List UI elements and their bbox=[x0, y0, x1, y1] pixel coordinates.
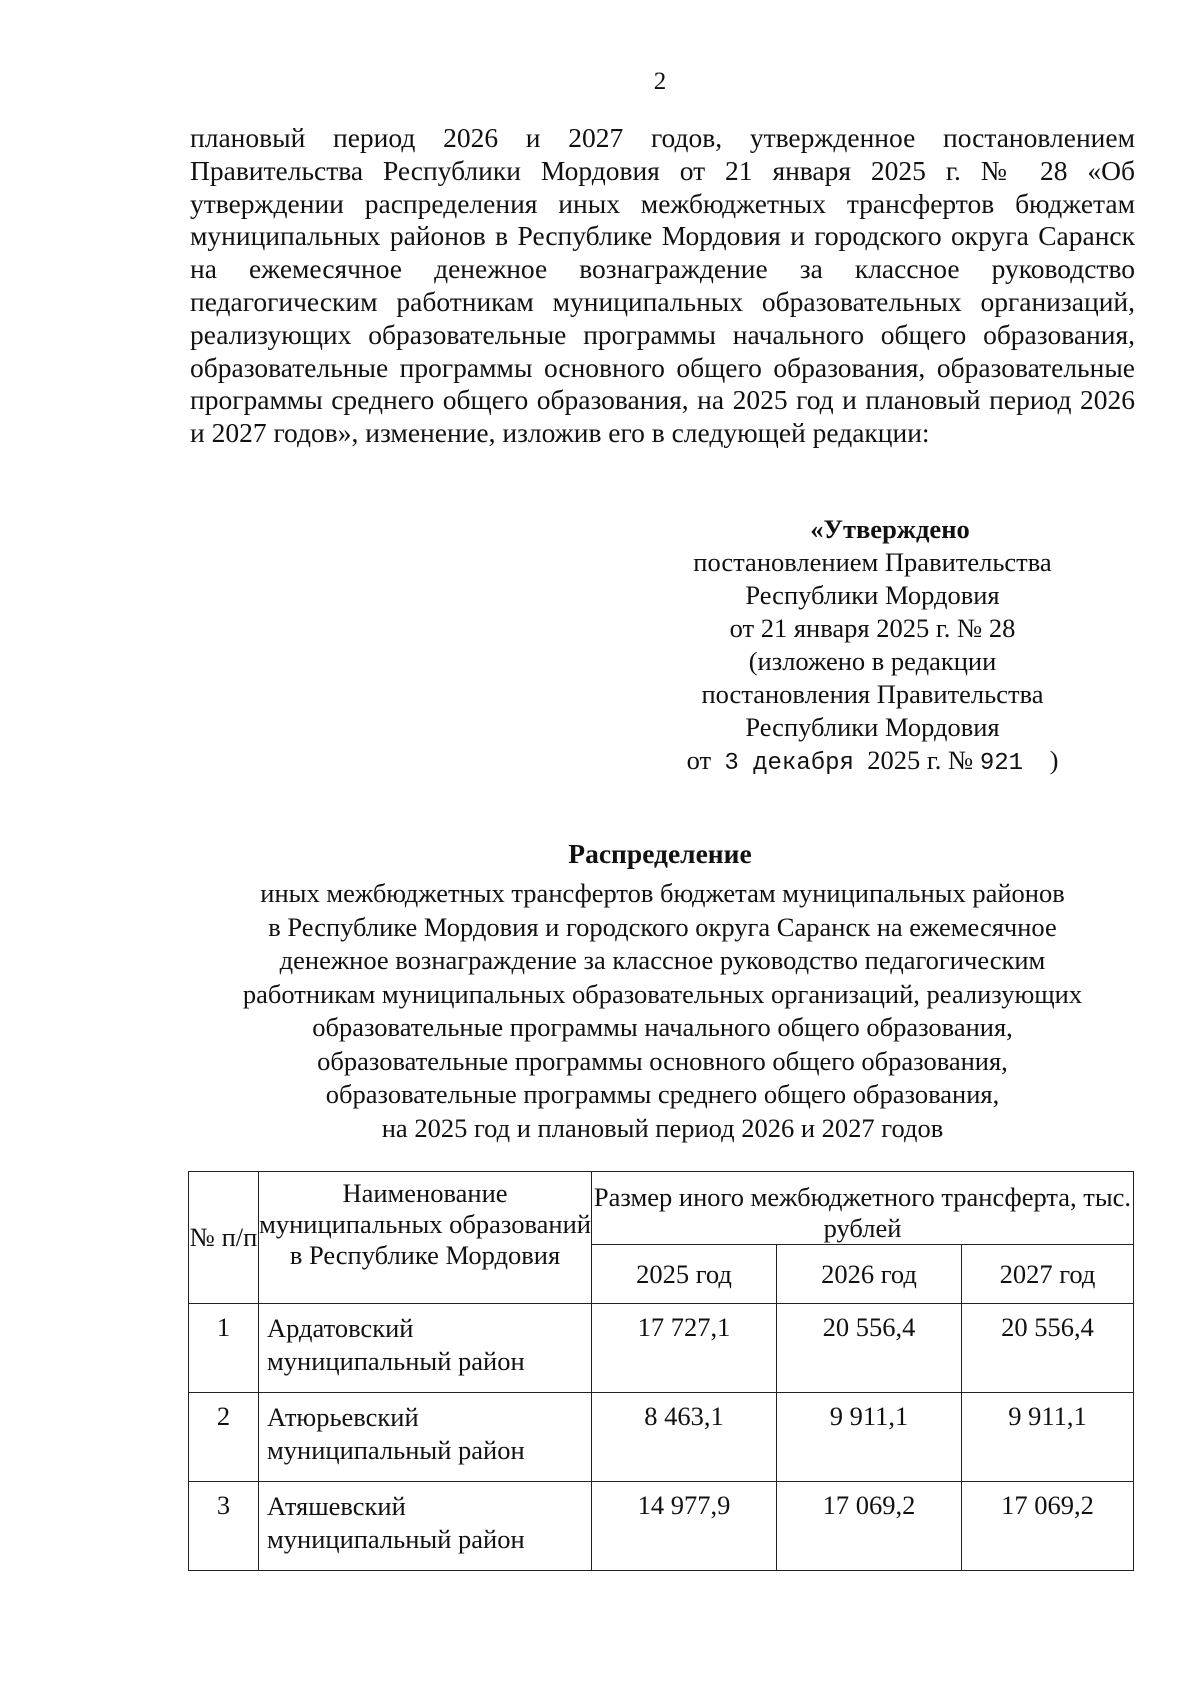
row-value-2025: 8 463,1 bbox=[592, 1393, 777, 1482]
approval-line: Республики Мордовия bbox=[745, 712, 1000, 742]
sign-prefix: от bbox=[686, 745, 712, 775]
approval-heading: «Утверждено bbox=[810, 514, 970, 544]
intro-paragraph bbox=[190, 122, 1135, 450]
subtitle-line: в Республике Мордовия и городского округа Саранск на ежемесячное bbox=[268, 911, 1057, 942]
intro-line: плановый период 2026 и 2027 годов», изменение, изложив его в следующей bbox=[190, 384, 1135, 449]
transfer-size-header: Размер иного межбюджетного трансферта, тыс. рублей bbox=[592, 1172, 1134, 1245]
intro-line: бюджетам муниципальных районов в Республике Мордовия и городского bbox=[190, 187, 1135, 252]
row-name: Атяшевский муниципальный район bbox=[259, 1482, 592, 1571]
approval-sign-line bbox=[630, 744, 1115, 780]
distribution-title: Распределение bbox=[568, 838, 752, 869]
col-num-header: № п/п bbox=[189, 1172, 259, 1304]
sign-number: 921 bbox=[979, 750, 1024, 777]
intro-line: образовательные программы среднего общего образования, на 2025 год и bbox=[190, 351, 1135, 416]
approval-line: постановлением Правительства bbox=[693, 547, 1052, 577]
row-num: 1 bbox=[189, 1304, 259, 1393]
intro-line: организаций, реализующих образовательные программы начального общего bbox=[190, 285, 1135, 350]
row-value-2027: 17 069,2 bbox=[962, 1482, 1134, 1571]
row-name: Ардатовский муниципальный район bbox=[259, 1304, 592, 1393]
intro-line: плановый период 2026 и 2027 годов, утвержденное постановлением bbox=[190, 122, 1135, 153]
row-value-2026: 9 911,1 bbox=[777, 1393, 962, 1482]
row-name: Атюрьевский муниципальный район bbox=[259, 1393, 592, 1482]
subtitle-line: образовательные программы среднего общего образования, bbox=[325, 1079, 1000, 1109]
table-row bbox=[189, 1304, 1134, 1393]
intro-line: редакции: bbox=[812, 417, 930, 449]
sign-year: 2025 г. № bbox=[867, 745, 974, 775]
year-2027-header: 2027 год bbox=[962, 1245, 1134, 1304]
table-row bbox=[189, 1482, 1134, 1571]
row-value-2025: 14 977,9 bbox=[592, 1482, 777, 1571]
subtitle-line: на 2025 год и плановый период 2026 и 2027 годов bbox=[381, 1112, 944, 1143]
col-name-header: Наименование муниципальных образований в Республике Мордовия bbox=[259, 1172, 592, 1304]
approval-line: (изложено в редакции bbox=[748, 646, 997, 676]
subtitle-line: образовательные программы начального общего образования, bbox=[312, 1012, 1013, 1042]
intro-line: «Об утверждении распределения иных межбюджетных трансфертов bbox=[190, 154, 1135, 219]
subtitle-line: денежное вознаграждение за классное руководство педагогическим bbox=[279, 945, 1046, 975]
row-value-2026: 20 556,4 bbox=[777, 1304, 962, 1393]
subtitle-line: работникам муниципальных образовательных организаций, реализующих bbox=[242, 978, 1083, 1009]
row-num: 2 bbox=[189, 1393, 259, 1482]
approval-line: от 21 января 2025 г. № 28 bbox=[729, 613, 1016, 643]
row-num: 3 bbox=[189, 1482, 259, 1571]
sign-close: ) bbox=[1049, 745, 1059, 775]
year-2026-header: 2026 год bbox=[777, 1245, 962, 1304]
sign-date: 3 декабря bbox=[724, 750, 854, 777]
intro-line: округа Саранск на ежемесячное денежное вознаграждение за классное bbox=[190, 220, 1135, 285]
intro-line: руководство педагогическим работникам муниципальных образовательных bbox=[190, 253, 1135, 317]
row-value-2026: 17 069,2 bbox=[777, 1482, 962, 1571]
row-value-2027: 20 556,4 bbox=[962, 1304, 1134, 1393]
row-value-2027: 9 911,1 bbox=[962, 1393, 1134, 1482]
allocation-table bbox=[188, 1171, 1134, 1571]
approval-block bbox=[630, 513, 1115, 780]
intro-line: Правительства Республики Мордовия от 21 января 2025 г. № 28 bbox=[190, 154, 1068, 186]
row-value-2025: 17 727,1 bbox=[592, 1304, 777, 1393]
subtitle-line: иных межбюджетных трансфертов бюджетам муниципальных районов bbox=[260, 878, 1065, 908]
distribution-subtitle bbox=[190, 877, 1135, 1145]
table-row bbox=[189, 1393, 1134, 1482]
year-2025-header: 2025 год bbox=[592, 1245, 777, 1304]
approval-line: Республики Мордовия bbox=[745, 580, 1000, 610]
intro-line: образования, образовательные программы основного общего образования, bbox=[190, 318, 1135, 383]
page-number: 2 bbox=[653, 68, 667, 95]
approval-line: постановления Правительства bbox=[701, 679, 1044, 709]
subtitle-line: образовательные программы основного общего образования, bbox=[317, 1045, 1008, 1076]
